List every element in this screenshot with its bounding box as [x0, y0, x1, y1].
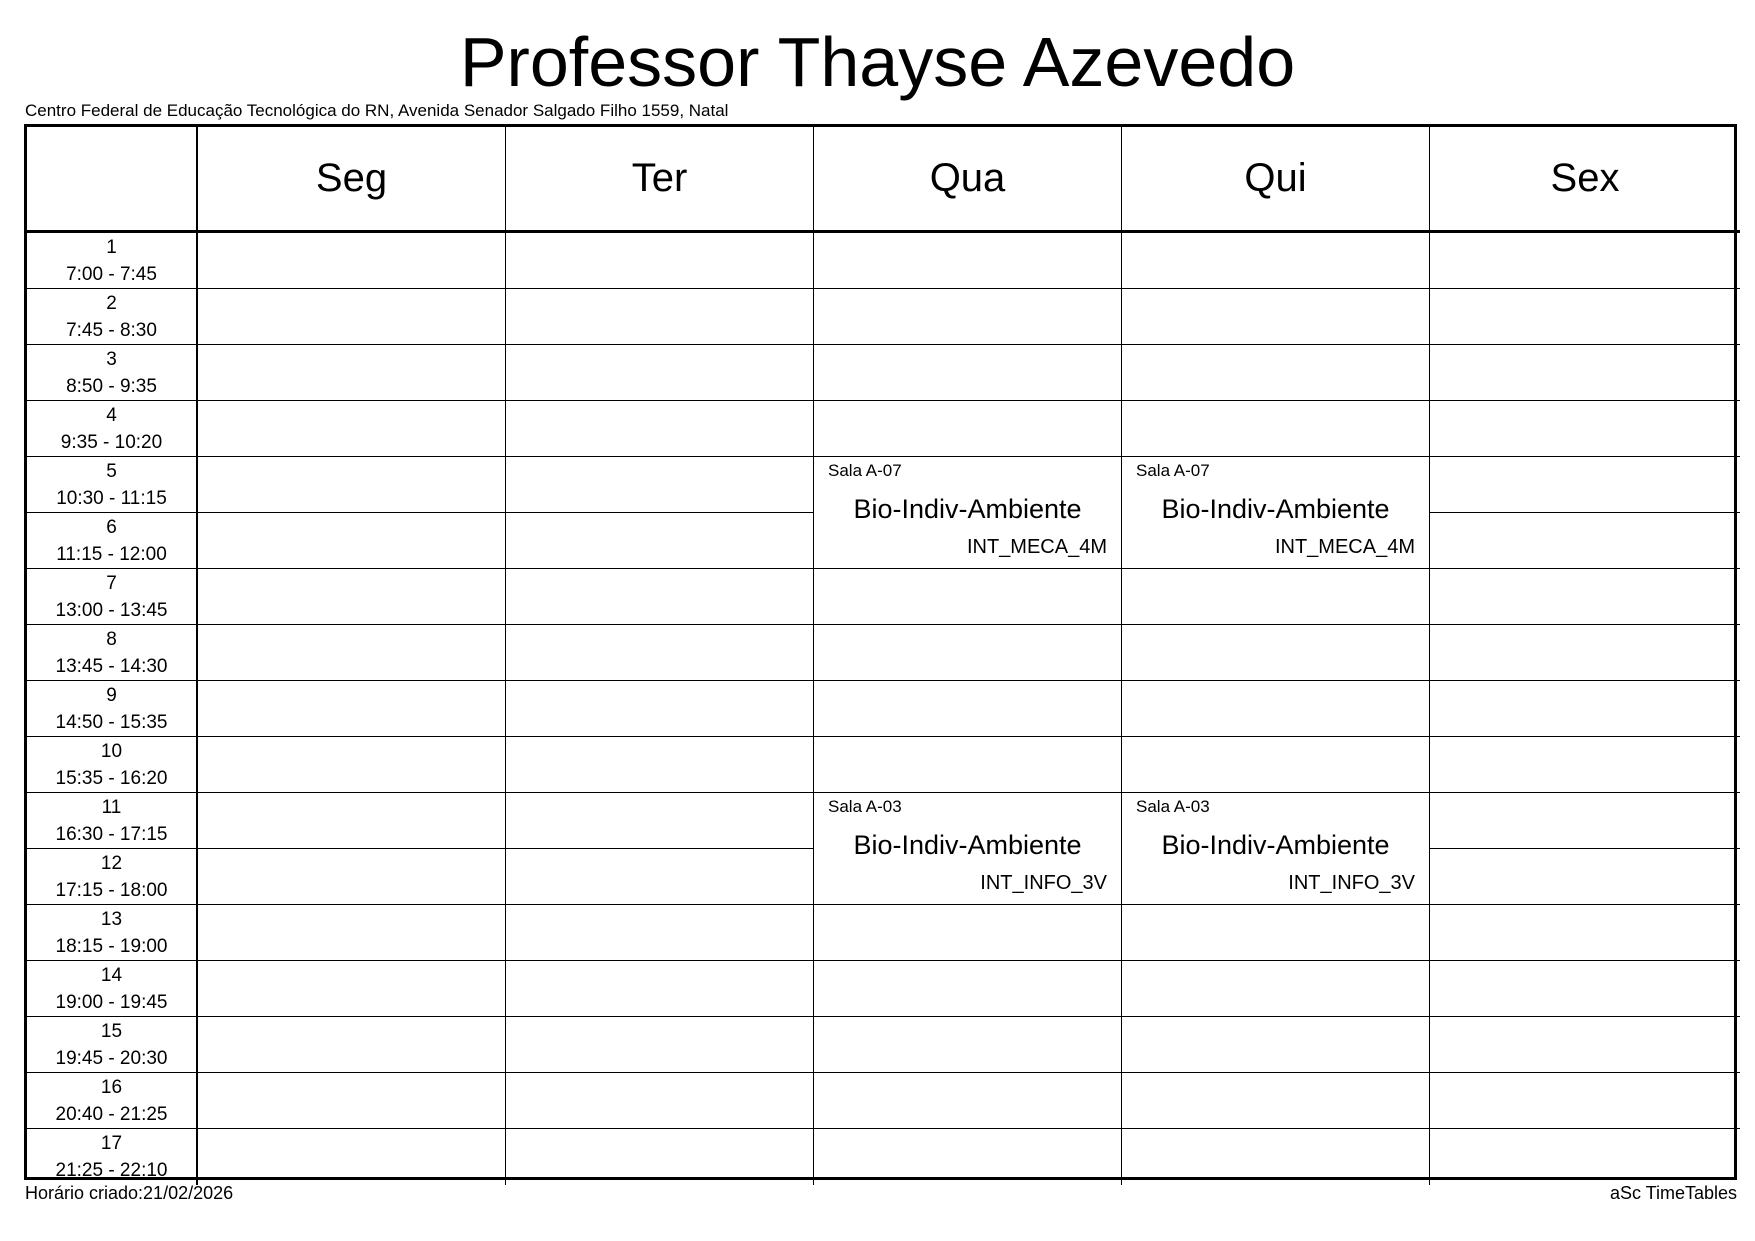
period-time: 7:00 - 7:45 [66, 264, 157, 285]
period-label [27, 401, 198, 457]
empty-slot [1430, 793, 1740, 849]
empty-slot [198, 1073, 506, 1129]
empty-slot [506, 1129, 814, 1185]
period-number: 1 [106, 237, 117, 258]
period-time: 16:30 - 17:15 [55, 824, 168, 845]
school-address: Centro Federal de Educação Tecnológica do RN, Avenida Senador Salgado Filho 1559, Natal [25, 101, 729, 120]
period-time: 19:00 - 19:45 [55, 992, 168, 1013]
empty-slot [506, 625, 814, 681]
brand-label: aSc TimeTables [1609, 1183, 1737, 1203]
empty-slot [198, 233, 506, 289]
empty-slot [814, 289, 1122, 345]
empty-slot [198, 625, 506, 681]
period-time: 17:15 - 18:00 [55, 880, 168, 901]
empty-slot [1430, 401, 1740, 457]
timetable-grid [24, 124, 1737, 1180]
empty-slot [814, 1017, 1122, 1073]
empty-slot [198, 345, 506, 401]
empty-slot [506, 961, 814, 1017]
empty-slot [814, 401, 1122, 457]
empty-slot [1430, 625, 1740, 681]
period-label [27, 289, 198, 345]
empty-slot [198, 513, 506, 569]
empty-slot [1430, 1073, 1740, 1129]
empty-slot [1430, 1017, 1740, 1073]
period-time: 13:45 - 14:30 [55, 656, 168, 677]
empty-slot [1122, 1073, 1430, 1129]
empty-slot [506, 1073, 814, 1129]
empty-slot [1430, 905, 1740, 961]
period-time: 20:40 - 21:25 [55, 1104, 168, 1125]
empty-slot [506, 457, 814, 513]
period-number: 14 [100, 965, 123, 986]
period-label [27, 1017, 198, 1073]
period-number: 9 [106, 685, 117, 706]
period-number: 2 [106, 293, 117, 314]
empty-slot [1430, 569, 1740, 625]
lesson-card[interactable] [1122, 457, 1430, 569]
day-header: Sex [1430, 127, 1740, 233]
lesson-subject: Bio-Indiv-Ambiente [853, 830, 1082, 860]
empty-slot [198, 401, 506, 457]
empty-slot [506, 1017, 814, 1073]
day-header: Ter [506, 127, 814, 233]
empty-slot [506, 569, 814, 625]
day-header: Qui [1122, 127, 1430, 233]
period-time: 9:35 - 10:20 [60, 432, 163, 453]
period-number: 11 [101, 797, 122, 818]
lesson-subject: Bio-Indiv-Ambiente [1161, 830, 1390, 860]
empty-slot [1430, 961, 1740, 1017]
period-number: 5 [106, 461, 117, 482]
empty-slot [506, 345, 814, 401]
period-time: 14:50 - 15:35 [55, 712, 168, 733]
period-time: 7:45 - 8:30 [66, 320, 157, 341]
empty-slot [814, 737, 1122, 793]
empty-slot [506, 289, 814, 345]
lesson-class: INT_INFO_3V [1288, 872, 1415, 894]
empty-slot [1430, 513, 1740, 569]
period-number: 16 [100, 1077, 123, 1098]
period-time: 18:15 - 19:00 [55, 936, 168, 957]
period-label [27, 1073, 198, 1129]
period-number: 6 [106, 517, 117, 538]
period-label [27, 569, 198, 625]
empty-slot [1430, 457, 1740, 513]
empty-slot [814, 681, 1122, 737]
period-number: 8 [106, 629, 117, 650]
lesson-card[interactable] [1122, 793, 1430, 905]
period-number: 13 [100, 909, 123, 930]
empty-slot [814, 1073, 1122, 1129]
period-time: 19:45 - 20:30 [55, 1048, 168, 1069]
empty-slot [506, 793, 814, 849]
empty-slot [1430, 233, 1740, 289]
empty-slot [198, 1017, 506, 1073]
empty-slot [1122, 625, 1430, 681]
period-time: 8:50 - 9:35 [66, 376, 157, 397]
empty-slot [1122, 905, 1430, 961]
period-label [27, 345, 198, 401]
empty-slot [198, 905, 506, 961]
empty-slot [1122, 1129, 1430, 1185]
period-label [27, 849, 198, 905]
empty-slot [814, 569, 1122, 625]
day-header: Seg [198, 127, 506, 233]
period-label [27, 793, 198, 849]
empty-slot [506, 737, 814, 793]
empty-slot [198, 1129, 506, 1185]
period-number: 15 [100, 1021, 123, 1042]
period-label [27, 625, 198, 681]
empty-slot [198, 793, 506, 849]
period-number: 10 [100, 741, 123, 762]
empty-slot [198, 961, 506, 1017]
empty-slot [814, 905, 1122, 961]
empty-slot [506, 849, 814, 905]
empty-slot [506, 905, 814, 961]
empty-slot [1430, 737, 1740, 793]
period-number: 4 [106, 405, 117, 426]
empty-slot [506, 681, 814, 737]
empty-slot [1430, 289, 1740, 345]
period-label [27, 513, 198, 569]
period-time: 21:25 - 22:10 [55, 1160, 168, 1181]
day-header: Qua [814, 127, 1122, 233]
period-number: 3 [106, 349, 117, 370]
empty-slot [1430, 1129, 1740, 1185]
period-time: 13:00 - 13:45 [55, 600, 168, 621]
lesson-room: Sala A-03 [828, 797, 902, 816]
lesson-room: Sala A-03 [1136, 797, 1210, 816]
lesson-class: INT_MECA_4M [966, 536, 1107, 558]
empty-slot [506, 233, 814, 289]
period-time: 10:30 - 11:15 [56, 488, 167, 509]
empty-slot [1122, 569, 1430, 625]
empty-slot [198, 569, 506, 625]
period-number: 17 [100, 1133, 123, 1154]
period-number: 12 [100, 853, 123, 874]
period-label [27, 905, 198, 961]
period-label [27, 457, 198, 513]
period-number: 7 [106, 573, 117, 594]
empty-slot [1122, 1017, 1430, 1073]
empty-slot [1430, 849, 1740, 905]
empty-slot [506, 401, 814, 457]
period-label [27, 233, 198, 289]
empty-slot [198, 737, 506, 793]
header-corner [27, 127, 198, 233]
empty-slot [198, 457, 506, 513]
period-time: 15:35 - 16:20 [55, 768, 168, 789]
empty-slot [814, 961, 1122, 1017]
empty-slot [814, 625, 1122, 681]
empty-slot [1430, 345, 1740, 401]
period-label [27, 961, 198, 1017]
empty-slot [814, 345, 1122, 401]
lesson-class: INT_INFO_3V [980, 872, 1107, 894]
empty-slot [198, 289, 506, 345]
period-label [27, 1129, 198, 1185]
empty-slot [198, 681, 506, 737]
empty-slot [198, 849, 506, 905]
lesson-card[interactable] [814, 793, 1122, 905]
empty-slot [506, 513, 814, 569]
period-label [27, 681, 198, 737]
lesson-class: INT_MECA_4M [1274, 536, 1415, 558]
page-title: Professor Thayse Azevedo [459, 23, 1296, 101]
empty-slot [1122, 737, 1430, 793]
empty-slot [1430, 681, 1740, 737]
empty-slot [814, 1129, 1122, 1185]
created-date: Horário criado:21/02/2026 [25, 1183, 234, 1203]
lesson-card[interactable] [814, 457, 1122, 569]
empty-slot [1122, 345, 1430, 401]
empty-slot [814, 233, 1122, 289]
period-time: 11:15 - 12:00 [56, 544, 167, 565]
lesson-room: Sala A-07 [1136, 461, 1210, 480]
empty-slot [1122, 961, 1430, 1017]
lesson-subject: Bio-Indiv-Ambiente [853, 494, 1082, 524]
period-label [27, 737, 198, 793]
empty-slot [1122, 401, 1430, 457]
empty-slot [1122, 233, 1430, 289]
lesson-subject: Bio-Indiv-Ambiente [1161, 494, 1390, 524]
empty-slot [1122, 681, 1430, 737]
empty-slot [1122, 289, 1430, 345]
lesson-room: Sala A-07 [828, 461, 902, 480]
